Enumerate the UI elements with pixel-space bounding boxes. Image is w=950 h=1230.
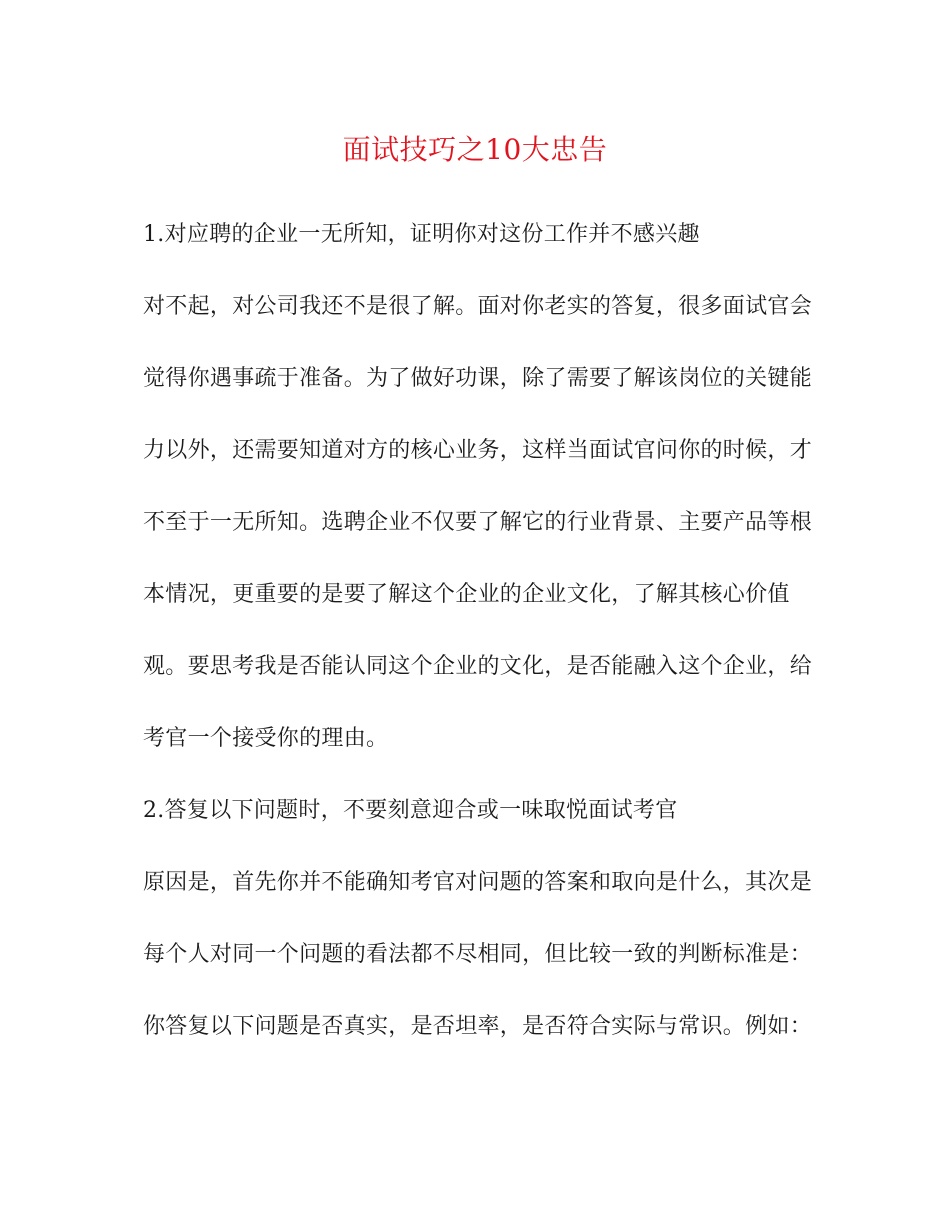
paragraph-line: 本情况，更重要的是要了解这个企业的企业文化，了解其核心价值 xyxy=(143,582,790,607)
document-title: 面试技巧之10大忠告 xyxy=(342,133,608,166)
paragraph-line: 力以外，还需要知道对方的核心业务，这样当面试官问你的时候，才 xyxy=(143,438,813,463)
paragraph-line: 觉得你遇事疏于准备。为了做好功课，除了需要了解该岗位的关键能 xyxy=(143,366,813,391)
section-heading-2: 2.答复以下问题时，不要刻意迎合或一味取悦面试考官 xyxy=(143,798,678,823)
paragraph-line: 你答复以下问题是否真实，是否坦率，是否符合实际与常识。例如： xyxy=(143,1014,813,1039)
paragraph-line: 考官一个接受你的理由。 xyxy=(143,726,389,751)
section-heading-1: 1.对应聘的企业一无所知，证明你对这份工作并不感兴趣 xyxy=(143,222,700,247)
paragraph-line: 每个人对同一个问题的看法都不尽相同，但比较一致的判断标准是： xyxy=(143,942,813,967)
paragraph-line: 不至于一无所知。选聘企业不仅要了解它的行业背景、主要产品等根 xyxy=(143,510,813,535)
paragraph-line: 对不起，对公司我还不是很了解。面对你老实的答复，很多面试官会 xyxy=(143,294,813,319)
paragraph-line: 观。要思考我是否能认同这个企业的文化，是否能融入这个企业，给 xyxy=(143,654,813,679)
paragraph-line: 原因是，首先你并不能确知考官对问题的答案和取向是什么，其次是 xyxy=(143,870,813,895)
